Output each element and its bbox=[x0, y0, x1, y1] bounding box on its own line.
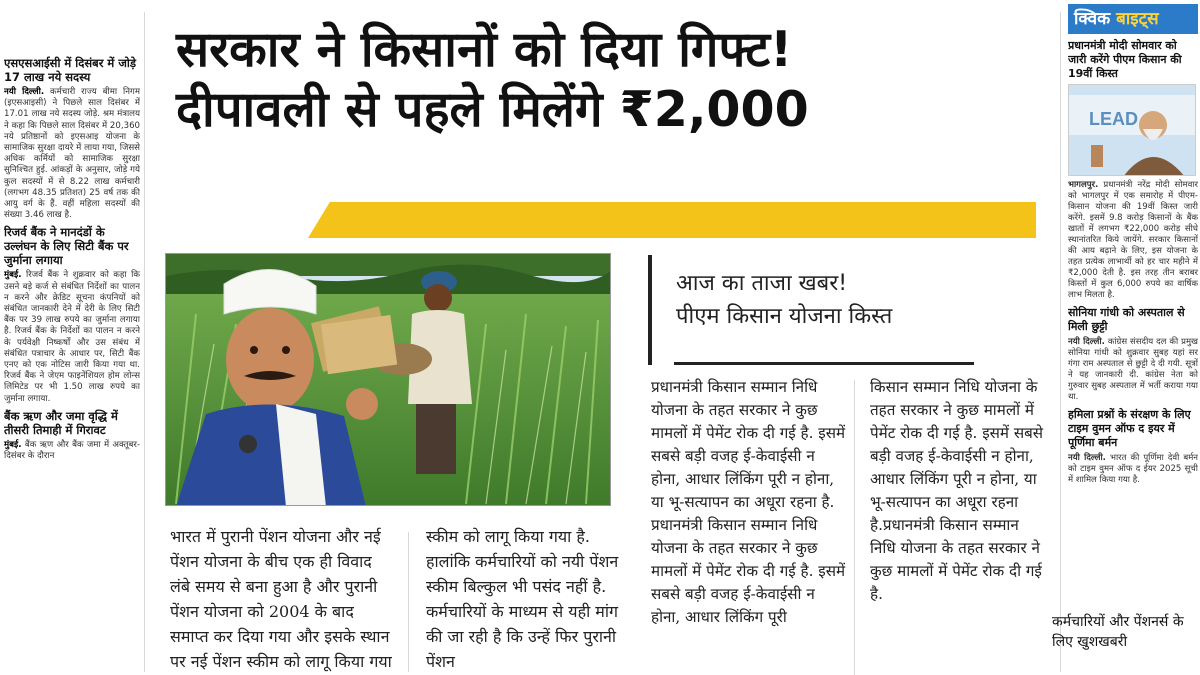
left-story2-text: रिजर्व बैंक ने शुक्रवार को कहा कि उसने बड़े कर्ज से संबंधित निर्देशों का पालन न करने और क्रेडिट सूचना कंपनियों को संबंधित जानकारी देने में देरी के लिए सिटी बैंक पर 39 लाख रुपये का जुर्माना लगाया है. रिजर्व बैंक के निर्देशों का पालन न करने के पर्यवेक्षी निष्कर्षों और उस संबंध में संबंधित पत्राचार के आधार पर, सिटी बैंक एनए को एक नोटिस जारी किया गया था. रिजर्व बैंक ने जेएम फाइनेंशियल होम लोन्स लिमिटेड पर भी 1.50 लाख रुपये का जुर्माना लगाया. bbox=[4, 270, 140, 404]
left-news-column bbox=[4, 52, 140, 672]
yellow-highlight-bar bbox=[308, 202, 1036, 238]
quick-bites-column bbox=[1068, 4, 1198, 674]
speaker-illustration bbox=[1069, 85, 1196, 176]
quick-bites-label-1: क्विक bbox=[1074, 9, 1111, 29]
left-story3-headline: बैंक ऋण और जमा वृद्धि में तीसरी तिमाही में गिरावट bbox=[4, 408, 118, 437]
left-story3-dateline: मुंबई. bbox=[4, 439, 22, 450]
latest-news-line2: पीएम किसान योजना किस्त bbox=[676, 304, 893, 329]
right-story2-text: कांग्रेस संसदीय दल की प्रमुख सोनिया गांधी को शुक्रवार सुबह यहां सर गंगा राम अस्पताल से छुट्टी दे दी गयी. सूत्रों ने यह जानकारी दी. कांग्रेस नेता को गुरुवार सुबह अस्पताल में भर्ती कराया गया था. bbox=[1068, 337, 1198, 402]
right-story3-dateline: नयी दिल्ली. bbox=[1068, 453, 1106, 463]
pension-article-col2: स्कीम को लागू किया गया है. हालांकि कर्मचारियों को नयी पेंशन स्कीम बिल्कुल भी पसंद नहीं है. कर्मचारियों के माध्यम से यही मांग की जा रही है कि उन्हें फिर पुरानी पेंशन bbox=[426, 527, 619, 671]
card-underline bbox=[674, 362, 974, 365]
main-headline bbox=[176, 20, 1056, 140]
pm-kisan-article-col1: प्रधानमंत्री किसान सम्मान निधि योजना के तहत सरकार ने कुछ मामलों में पेमेंट रोक दी गई है. इसमें सबसे बड़ी वजह ई-केवाईसी न होना, आधार लिंकिंग पूरी न होना, या भू-सत्यापन का अधूरा रहना है. प्रधानमंत्री किसान सम्मान निधि योजना के तहत सरकार ने कुछ मामलों में पेमेंट रोक दी गई है. इसमें सबसे बड़ी वजह ई-केवाईसी न होना, आधार लिंकिंग पूरी bbox=[651, 378, 846, 626]
left-story1-body bbox=[4, 87, 140, 221]
quick-bites-banner bbox=[1068, 4, 1198, 34]
right-story1-headline: प्रधानमंत्री मोदी सोमवार को जारी करेंगे पीएम किसान की 19वीं किस्त bbox=[1068, 39, 1182, 80]
left-story3-body bbox=[4, 440, 140, 462]
headline-line2: दीपावली से पहले मिलेंगे ₹2,000 bbox=[176, 81, 809, 138]
latest-news-line1: आज का ताजा खबर! bbox=[676, 271, 848, 296]
right-story2-dateline: नयी दिल्ली. bbox=[1068, 337, 1105, 347]
right-story2-headline: सोनिया गांधी को अस्पताल से मिली छुट्टी bbox=[1068, 306, 1185, 333]
rice-field-illustration bbox=[166, 254, 611, 506]
left-story2-body bbox=[4, 270, 140, 404]
left-story2-headline: रिजर्व बैंक ने मानदंडों के उल्लंघन के लिए सिटी बैंक पर जुर्माना लगाया bbox=[4, 225, 129, 268]
right-story2-body bbox=[1068, 337, 1198, 403]
left-story1-text: कर्मचारी राज्य बीमा निगम (इएसआइसी) ने पिछले साल दिसंबर में 17.01 लाख नये सदस्य जोड़े. श्रम मंत्रालय ने कहा कि पिछले साल दिसंबर में 20,360 नये प्रतिष्ठानों को इएसआइ योजना के सामाजिक सुरक्षा दायरे में लाया गया, जिससे अधिक कर्मियों को सामाजिक सुरक्षा सुनिश्चित हुई. आंकड़ों के अनुसार, जोड़े गये कुल सदस्यों में से 8.22 लाख कर्मचारी (लगभग 48.35 प्रतिशत) 25 वर्ष तक की आयु वर्ग के हैं. वहीं महिला सदस्यों की संख्या 3.46 लाख है. bbox=[4, 87, 140, 221]
left-story1-headline: एसएसआईसी में दिसंबर में जोड़े 17 लाख नये सदस्य bbox=[4, 56, 136, 84]
farmer-field-photo bbox=[165, 253, 611, 506]
right-story3-headline: हमिला प्रश्नों के संरक्षण के लिए टाइम वुमन ऑफ द इयर में पूर्णिमा बर्मन bbox=[1068, 408, 1191, 449]
latest-news-card bbox=[648, 255, 978, 365]
left-story3-text: बैंक ऋण और बैंक जमा में अक्तूबर-दिसंबर के दौरान bbox=[4, 439, 140, 462]
right-story1-dateline: भागलपुर. bbox=[1068, 180, 1099, 190]
article-divider-1 bbox=[408, 532, 409, 672]
right-column-divider bbox=[1060, 12, 1061, 672]
left-story2-dateline: मुंबई. bbox=[4, 270, 22, 281]
pm-modi-photo bbox=[1068, 84, 1196, 176]
right-story3-text: भारत की पूर्णिमा देवी बर्मन को टाइम वुमन ऑफ द ईयर 2025 सूची में शामिल किया गया है. bbox=[1068, 453, 1198, 485]
pension-article-col1: भारत में पुरानी पेंशन योजना और नई पेंशन योजना के बीच एक ही विवाद लंबे समय से बना हुआ है और पुरानी पेंशन योजना को 2004 के बाद समाप्त कर दिया गया और इसके स्थान पर नई पेंशन स्कीम को लागू किया गया bbox=[170, 527, 392, 671]
right-story3-body bbox=[1068, 453, 1198, 486]
left-column-divider bbox=[144, 12, 145, 672]
overlay-text-snippet: कर्मचारियों और पेंशनर्स के लिए खुशखबरी bbox=[1052, 614, 1184, 650]
right-story1-text: प्रधानमंत्री नरेंद्र मोदी सोमवार को भागलपुर में एक समारोह में पीएम-किसान योजना की 19वीं किस्त जारी करेंगे. इसमें 9.8 करोड़ किसानों के बैंक खातों में लगभग ₹22,000 करोड़ सीधे स्थानांतरित किये जायेंगे. सरकार किसानों की आय बढ़ाने के लिए, इस योजना के तहत प्रत्येक लाभार्थी को हर चार महीने में ₹2,000 देती है. इस तरह तीन बराबर किस्तों में कुल 6,000 रुपये का वार्षिक लाभ मिलता है. bbox=[1068, 180, 1198, 300]
article-divider-2 bbox=[854, 380, 855, 675]
svg-text:LEAD: LEAD bbox=[1089, 109, 1138, 129]
right-story1-body bbox=[1068, 180, 1198, 301]
headline-line1: सरकार ने किसानों को दिया गिफ्ट! bbox=[176, 21, 793, 78]
pm-kisan-article-col2: किसान सम्मान निधि योजना के तहत सरकार ने कुछ मामलों में पेमेंट रोक दी गई है. इसमें सबसे बड़ी वजह ई-केवाईसी न होना, आधार लिंकिंग पूरी न होना, या भू-सत्यापन का अधूरा रहना है.प्रधानमंत्री किसान सम्मान निधि योजना के तहत सरकार ने कुछ मामलों में पेमेंट रोक दी गई है. bbox=[870, 378, 1044, 603]
quick-bites-label-2: बाइट्स bbox=[1116, 9, 1159, 29]
left-story1-dateline: नयी दिल्ली. bbox=[4, 87, 45, 97]
